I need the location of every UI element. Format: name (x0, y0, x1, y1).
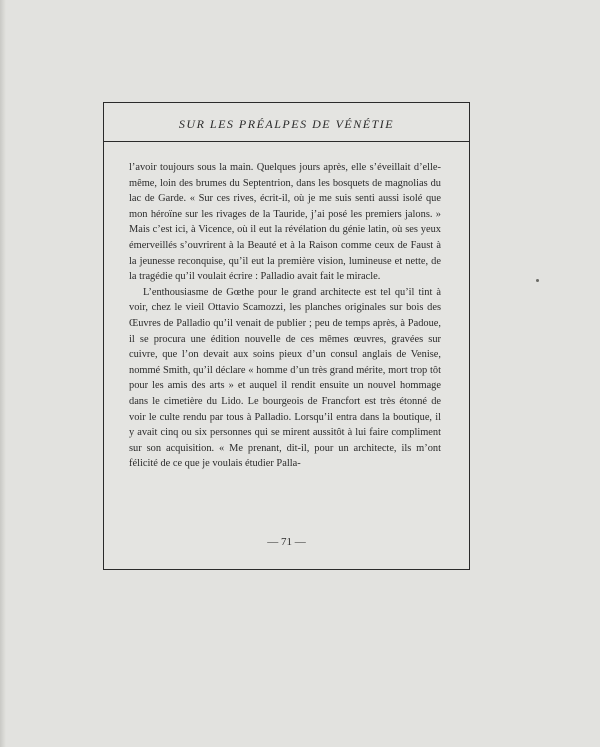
page-number: — 71 — (267, 536, 306, 548)
running-header-title: SUR LES PRÉALPES DE VÉNÉTIE (178, 116, 395, 131)
page-edge-shadow (0, 0, 6, 747)
page-frame (103, 102, 470, 570)
running-header (104, 103, 469, 142)
body-text (129, 160, 441, 472)
paper-speck (536, 279, 539, 282)
paragraph-1: l’avoir toujours sous la main. Quelques jours après, elle s’éveillait d’elle-même, loin des brumes du Septentrion, dans les bosquets de magnolias du lac de Garde. « Sur ces rives, écrit-il, où je me suis senti aussi isolé que mon héroïne sur les rivages de la Tauride, j’ai posé les premiers jalons. » Mais c’est ici, à Vicence, où il eut la révélation du génie latin, où ses yeux émerveillés s’ouvrirent à la Beauté et à la Raison comme ceux de Faust à la jeunesse reconquise, qu’il eut la première vision, lumineuse et nette, de la tragédie qu’il voulait écrire : Palladio avait fait le miracle. (129, 162, 441, 283)
paragraph-2: L’enthousiasme de Gœthe pour le grand architecte est tel qu’il tint à voir, chez le vieil Ottavio Scamozzi, les planches originales sur bois des Œuvres de Palladio qu’il venait de publier ; peu de temps après, à Padoue, il se procura une édition nouvelle de ces mêmes œuvres, gravées sur cuivre, que l’on devait aux soins pieux d’un consul anglais de Venise, nommé Smith, qu’il déclare « homme d’un très grand mérite, mort trop tôt pour les amis des arts » et auquel il rendit ensuite un nouvel hommage dans le cimetière du Lido. Le bourgeois de Francfort est très étonné de voir le culte rendu par tous à Palladio. Lorsqu’il entra dans la boutique, il y avait cinq ou six personnes qui se mirent aussitôt à lui faire compliment sur son acquisition. « Me prenant, dit-il, pour un architecte, ils m’ont félicité de ce que je voulais étudier Palla- (129, 286, 441, 470)
